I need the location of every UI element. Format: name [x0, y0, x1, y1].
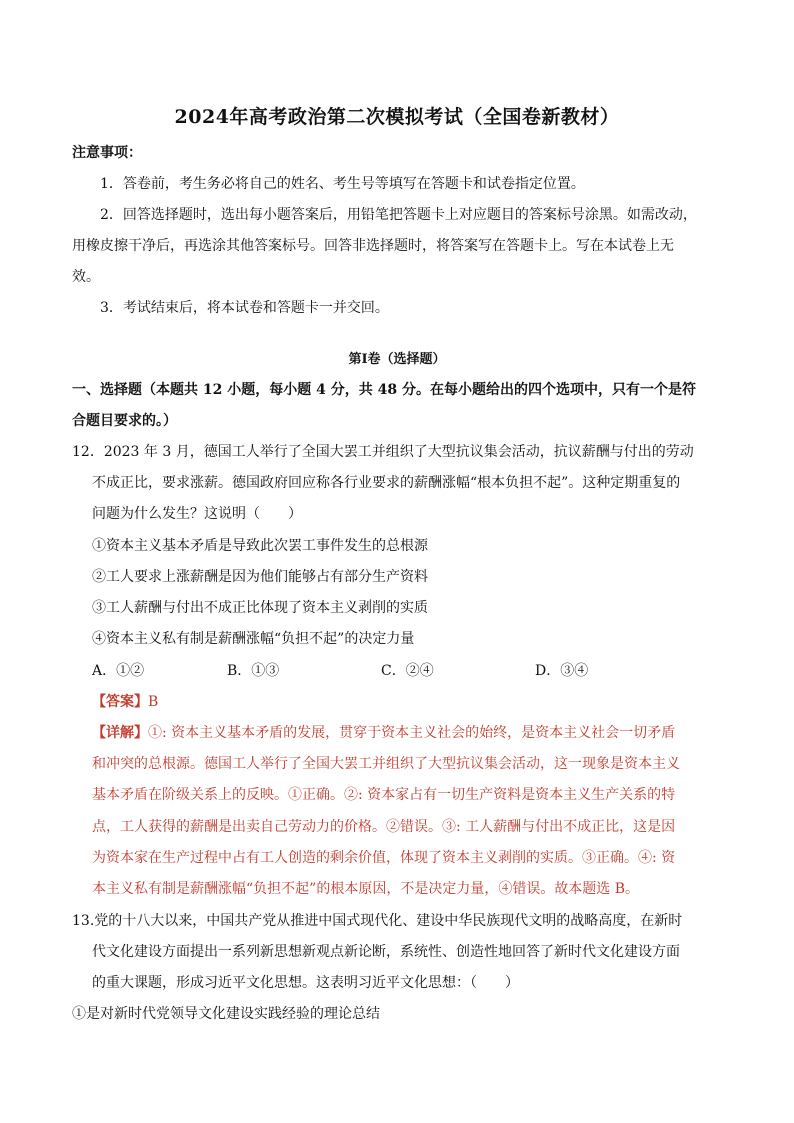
page-title: 2024年高考政治第二次模拟考试（全国卷新教材）	[174, 106, 620, 128]
q12-stem-line-2: 不成正比，要求涨薪。德国政府回应称各行业要求的薪酬涨幅“根本负担不起”。这种定期重复的	[92, 475, 681, 491]
q13-statement-1: ①是对新时代党领导文化建设实践经验的理论总结	[72, 1006, 380, 1022]
notice-item-2-line-2: 用橡皮擦干净后，再选涂其他答案标号。回答非选择题时，将答案写在答题卡上。写在本试卷上无	[72, 238, 674, 254]
q12-answer	[92, 693, 158, 711]
detail-text-1: ①: 资本主义基本矛盾的发展，贯穿于资本主义社会的始终，是资本主义社会一切矛盾	[148, 725, 676, 741]
q12-detail-line-2: 和冲突的总根源。德国工人举行了全国大罢工并组织了大型抗议集会活动，这一现象是资本主义	[92, 756, 680, 772]
answer-value: B	[148, 694, 159, 710]
q12-detail-line-1	[92, 724, 675, 742]
volume-heading: 第Ⅰ卷（选择题）	[348, 352, 446, 367]
q12-detail-line-6: 本主义私有制是薪酬涨幅“负担不起”的根本原因，不是决定力量，④错误。故本题选 B。	[92, 881, 640, 897]
q12-statement-1: ①资本主义基本矛盾是导致此次罢工事件发生的总根源	[92, 538, 428, 554]
notice-item-3: 3．考试结束后，将本试卷和答题卡一并交回。	[100, 300, 389, 316]
q13-stem-line-1: 13.党的十八大以来，中国共产党从推进中国式现代化、建设中华民族现代文明的战略高度，在新时	[72, 913, 683, 929]
q13-stem-line-2: 代文化建设方面提出一系列新思想新观点新论断，系统性、创造性地回答了新时代文化建设方面	[92, 944, 680, 960]
q12-detail-line-3: 基本矛盾在阶级关系上的反映。①正确。②: 资本家占有一切生产资料是资本主义生产关系的特	[92, 787, 676, 803]
notice-heading: 注意事项：	[72, 145, 142, 161]
notice-item-2-line-3: 效。	[72, 269, 100, 285]
q12-stem-line-1: 12．2023 年 3 月，德国工人举行了全国大罢工并组织了大型抗议集会活动，抗议薪酬与付出的劳动	[72, 444, 694, 460]
section-heading-line-1: 一、选择题（本题共 12 小题，每小题 4 分，共 48 分。在每小题给出的四个选项中，只有一个是符	[72, 382, 696, 398]
answer-label: 【答案】	[92, 694, 148, 710]
notice-item-1: 1．答卷前，考生务必将自己的姓名、考生号等填写在答题卡和试卷指定位置。	[100, 176, 585, 192]
q12-option-d: D．③④	[535, 663, 589, 679]
q12-option-a: A．①②	[92, 663, 145, 679]
notice-item-2-line-1: 2．回答选择题时，选出每小题答案后，用铅笔把答题卡上对应题目的答案标号涂黑。如需改动，	[100, 207, 697, 223]
detail-label: 【详解】	[92, 725, 148, 741]
q13-stem-line-3: 的重大课题，形成习近平文化思想。这表明习近平文化思想：（ ）	[92, 975, 519, 991]
q12-detail-line-5: 为资本家在生产过程中占有工人创造的剩余价值，体现了资本主义剥削的实质。③正确。④: 资	[92, 850, 676, 866]
q12-option-b: B．①③	[227, 663, 280, 679]
q12-option-c: C．②④	[381, 663, 434, 679]
section-heading-line-2: 合题目要求的。）	[72, 413, 177, 429]
q12-stem-line-3: 问题为什么发生？这说明（ ）	[92, 506, 302, 522]
q12-statement-3: ③工人薪酬与付出不成正比体现了资本主义剥削的实质	[92, 600, 428, 616]
q12-statement-2: ②工人要求上涨薪酬是因为他们能够占有部分生产资料	[92, 569, 428, 585]
q12-statement-4: ④资本主义私有制是薪酬涨幅“负担不起”的决定力量	[92, 631, 415, 647]
q12-detail-line-4: 点，工人获得的薪酬是出卖自己劳动力的价格。②错误。③: 工人薪酬与付出不成正比，这是因	[92, 819, 676, 835]
